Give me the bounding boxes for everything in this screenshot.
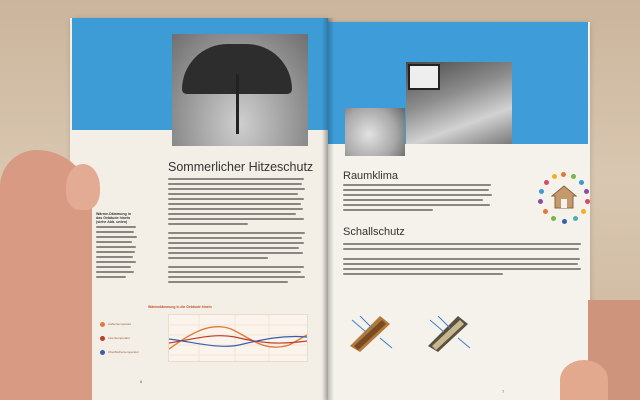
umbrella-pole	[236, 74, 239, 134]
legend-indoor: Innentemperatur	[108, 336, 131, 340]
baby-photo	[345, 108, 405, 156]
chart-title: Wärmedämmung in die Gebäude hinein	[148, 305, 212, 309]
book-gutter	[322, 18, 334, 400]
raumklima-text	[343, 184, 493, 214]
side-caption-text	[96, 226, 138, 281]
legend-dot-outdoor	[100, 322, 105, 327]
heading-schallschutz: Schallschutz	[343, 226, 405, 238]
temperature-chart	[168, 314, 308, 362]
heading-hitzeschutz: Sommerlicher Hitzeschutz	[168, 160, 314, 174]
chart-legend	[100, 322, 160, 372]
umbrella-photo	[172, 34, 308, 146]
left-thumb	[66, 164, 100, 210]
page-number-right: 7	[502, 389, 505, 394]
house-icon	[551, 184, 577, 210]
man-relaxing-photo	[406, 62, 512, 144]
legend-dot-indoor	[100, 336, 105, 341]
right-hand	[560, 360, 608, 400]
legend-surface: Oberflächentemperatur	[108, 350, 139, 354]
monitor-shape	[408, 64, 440, 90]
legend-outdoor: Außentemperatur	[108, 322, 132, 326]
legend-dot-surface	[100, 350, 105, 355]
page-number-left: 6	[140, 379, 143, 384]
heading-raumklima: Raumklima	[343, 170, 399, 182]
schallschutz-text	[343, 243, 583, 278]
wall-diagram-2	[428, 316, 472, 352]
raumklima-wheel-graphic	[538, 172, 590, 224]
side-caption-title: Wärme-Dämmung in das Gebäude hinein (siehe Abb. unten)	[96, 212, 131, 224]
left-body-text	[168, 178, 306, 286]
wall-diagram-1	[350, 316, 394, 352]
temperature-chart-svg	[169, 315, 307, 361]
